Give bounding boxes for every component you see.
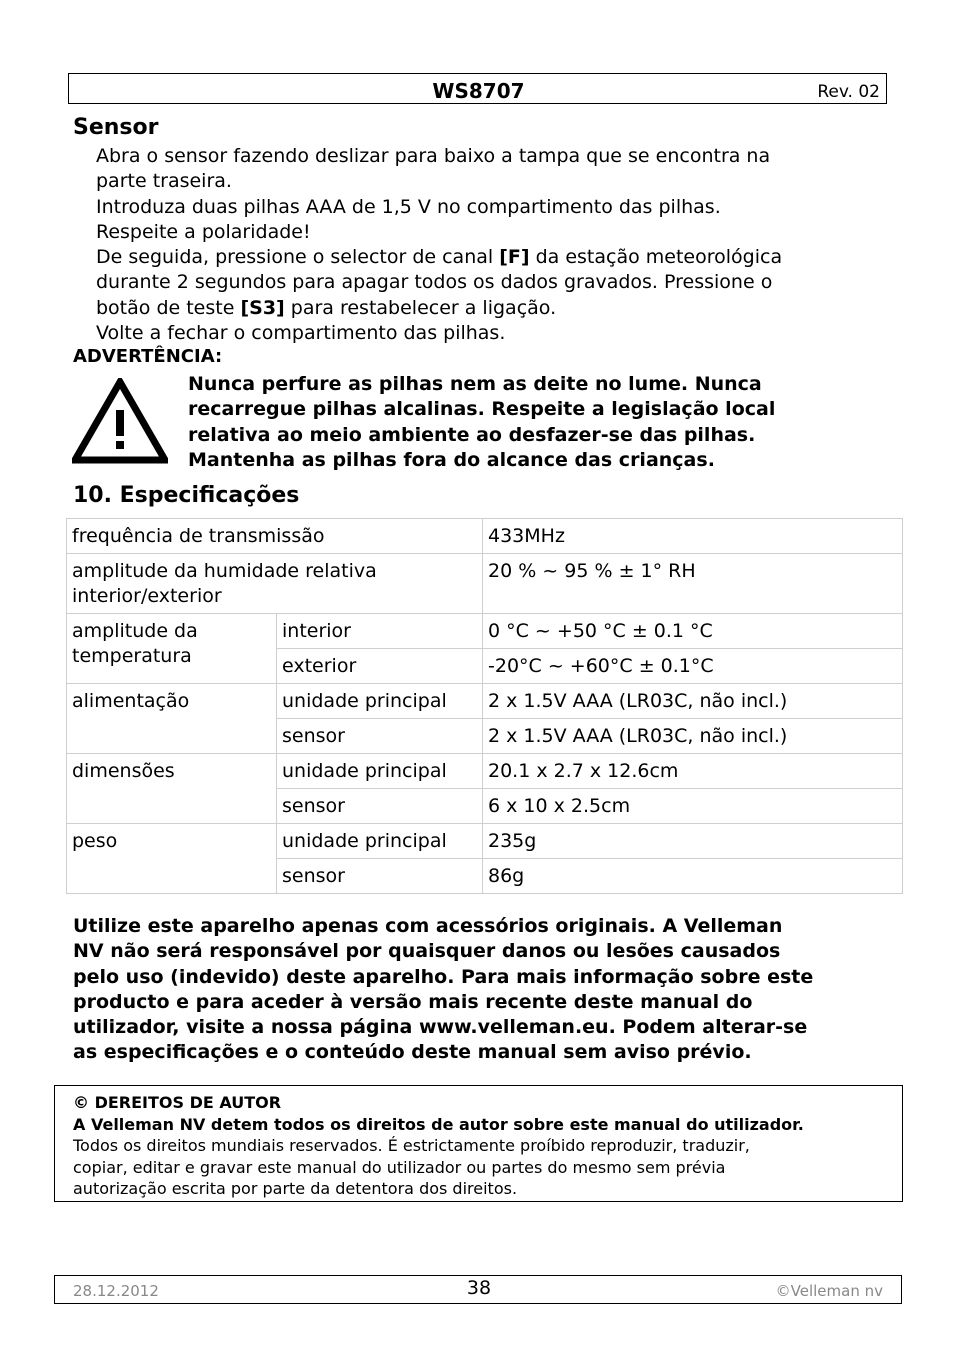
- text-line: producto e para aceder à versão mais recente deste manual do: [73, 990, 753, 1013]
- table-row: [67, 684, 903, 719]
- model-title: WS8707: [432, 79, 525, 103]
- table-cell: unidade principal: [277, 684, 483, 719]
- text-line: Respeite a polaridade!: [96, 220, 311, 243]
- table-cell: exterior: [277, 649, 483, 684]
- page-footer: [54, 1275, 902, 1304]
- text-line: parte traseira.: [96, 170, 232, 193]
- table-cell: alimentação: [67, 684, 277, 754]
- text-line: Introduza duas pilhas AAA de 1,5 V no compartimento das pilhas.: [96, 195, 721, 218]
- table-cell: 20 % ~ 95 % ± 1° RH: [483, 554, 903, 614]
- text-line: NV não será responsável por quaisquer danos ou lesões causados: [73, 940, 781, 963]
- sensor-instructions: [96, 144, 896, 346]
- warning-triangle-icon: [72, 378, 168, 468]
- sensor-heading: Sensor: [73, 115, 159, 140]
- table-cell: unidade principal: [277, 824, 483, 859]
- table-cell: 0 °C ~ +50 °C ± 0.1 °C: [483, 614, 903, 649]
- table-row: [67, 554, 903, 614]
- footer-date: 28.12.2012: [73, 1282, 159, 1300]
- table-cell: 433MHz: [483, 519, 903, 554]
- table-cell: 235g: [483, 824, 903, 859]
- footer-copyright: ©Velleman nv: [775, 1282, 883, 1300]
- text-line: pelo uso (indevido) deste aparelho. Para mais informação sobre este: [73, 965, 814, 988]
- text-span: da estação meteorológica: [529, 246, 783, 269]
- text-line: copiar, editar e gravar este manual do utilizador ou partes do mesmo sem prévia: [73, 1157, 726, 1177]
- table-cell: interior: [277, 614, 483, 649]
- text-line: relativa ao meio ambiente ao desfazer-se das pilhas.: [188, 423, 756, 446]
- page-header: [68, 73, 887, 104]
- text-line: [96, 296, 896, 321]
- specs-heading: 10. Especificações: [73, 483, 300, 508]
- warning-text: [188, 372, 878, 473]
- text-line: [96, 245, 896, 270]
- text-line: Todos os direitos mundiais reservados. É estrictamente proíbido reproduzir, traduzir,: [73, 1136, 750, 1155]
- table-cell: -20°C ~ +60°C ± 0.1°C: [483, 649, 903, 684]
- key-label: [F]: [499, 246, 530, 269]
- text-span: botão de teste: [96, 296, 241, 319]
- text-span: para restabelecer a ligação.: [284, 296, 557, 319]
- copyright-title: © DEREITOS DE AUTOR: [73, 1093, 282, 1112]
- text-span: De seguida, pressione o selector de canal: [96, 246, 500, 269]
- table-cell: unidade principal: [277, 754, 483, 789]
- text-line: durante 2 segundos para apagar todos os dados gravados. Pressione o: [96, 271, 773, 294]
- text-line: recarregue pilhas alcalinas. Respeite a legislação local: [188, 398, 776, 421]
- specs-table: [66, 518, 903, 894]
- table-cell: amplitude da temperatura: [67, 614, 277, 684]
- text-line: Utilize este aparelho apenas com acessórios originais. A Velleman: [73, 915, 783, 937]
- text-line: as especificações e o conteúdo deste manual sem aviso prévio.: [73, 1041, 752, 1064]
- table-row: [67, 519, 903, 554]
- table-cell: peso: [67, 824, 277, 894]
- table-cell: sensor: [277, 719, 483, 754]
- text-line: Volte a fechar o compartimento das pilhas.: [96, 322, 506, 345]
- key-label: [S3]: [240, 296, 285, 319]
- page-number: 38: [466, 1277, 492, 1299]
- table-cell: dimensões: [67, 754, 277, 824]
- table-row: [67, 824, 903, 859]
- table-row: [67, 754, 903, 789]
- table-cell: 20.1 x 2.7 x 12.6cm: [483, 754, 903, 789]
- copyright-box: [54, 1085, 903, 1202]
- table-cell: 2 x 1.5V AAA (LR03C, não incl.): [483, 719, 903, 754]
- text-line: autorização escrita por parte da detentora dos direitos.: [73, 1179, 518, 1198]
- table-cell: amplitude da humidade relativa interior/exterior: [67, 554, 483, 614]
- text-line: Abra o sensor fazendo deslizar para baixo a tampa que se encontra na: [96, 145, 771, 167]
- table-cell: 2 x 1.5V AAA (LR03C, não incl.): [483, 684, 903, 719]
- copyright-statement: A Velleman NV detem todos os direitos de autor sobre este manual do utilizador.: [73, 1114, 804, 1134]
- warning-label: ADVERTÊNCIA:: [73, 346, 223, 367]
- table-cell: sensor: [277, 789, 483, 824]
- text-line: utilizador, visite a nossa página www.velleman.eu. Podem alterar-se: [73, 1016, 808, 1039]
- table-cell: 6 x 10 x 2.5cm: [483, 789, 903, 824]
- table-cell: 86g: [483, 859, 903, 894]
- text-line: Nunca perfure as pilhas nem as deite no lume. Nunca: [188, 373, 762, 395]
- usage-notice: [73, 914, 893, 1066]
- table-cell: frequência de transmissão: [67, 519, 483, 554]
- revision-label: Rev. 02: [817, 82, 880, 102]
- text-line: Mantenha as pilhas fora do alcance das crianças.: [188, 448, 715, 471]
- table-cell: sensor: [277, 859, 483, 894]
- table-row: [67, 614, 903, 649]
